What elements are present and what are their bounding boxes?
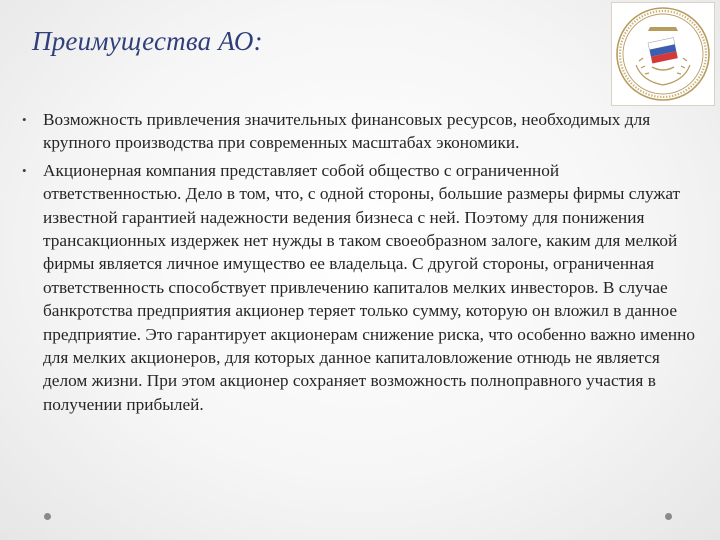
- corner-dot-right: [665, 513, 672, 520]
- slide-content: [22, 108, 698, 420]
- bullet-text: Возможность привлечения значительных финансовых ресурсов, необходимых для крупного производства при современных масштабах экономики.: [43, 110, 651, 153]
- bullet-list: [22, 108, 698, 416]
- bullet-item-capital: [22, 108, 698, 155]
- slide-title: Преимущества АО:: [32, 26, 263, 56]
- bullet-icon: •: [22, 162, 27, 178]
- bullet-icon: •: [22, 112, 27, 127]
- bullet-text: Акционерная компания представляет собой общество с ограниченной ответственностью. Дело в том, что, с одной стороны, большие размеры фирмы служат известной гарантией надежности ведения бизнеса с ней. Поэтому для понижения трансакционных издержек нет нужды в таком своеобразном залоге, каким для мелкой фирмы является личное имущество ее владельца. С другой стороны, ограниченная ответственность способствует привлечению капиталов мелких инвесторов. В случае банкротства предприятия акционер теряет только сумму, которую он вложил в данное предприятие. Это гарантирует акционерам снижение риска, что особенно важно именно для мелких акционеров, для которых данное капиталовложение отнюдь не является делом жизни. При этом акционер сохраняет возможность полноправного участия в получении прибылей.: [43, 160, 696, 414]
- corner-dot-left: [44, 513, 51, 520]
- bullet-item-liability: [22, 159, 698, 416]
- university-emblem-icon: [611, 2, 715, 106]
